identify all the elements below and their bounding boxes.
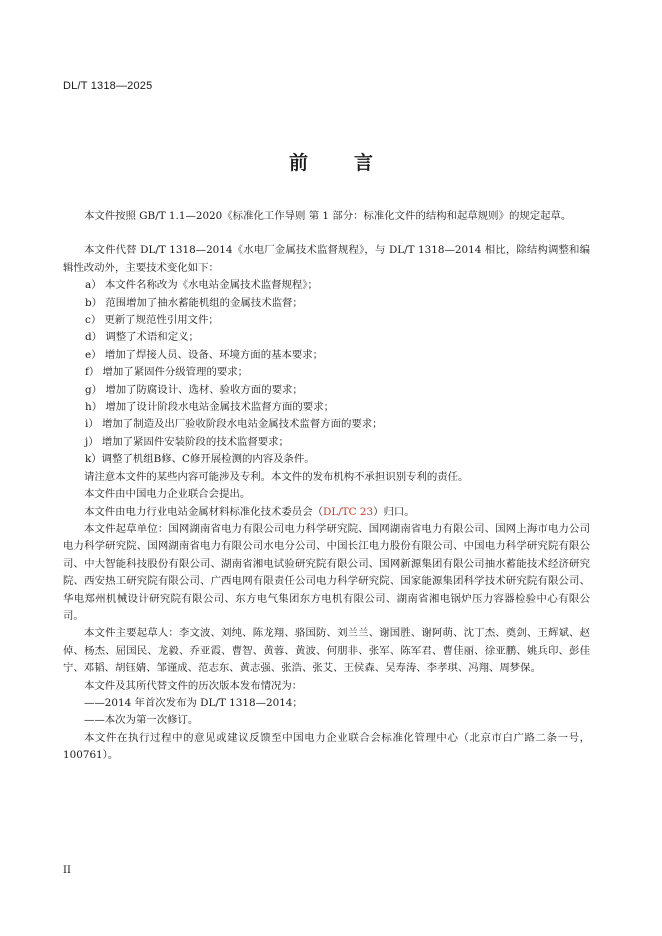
title-char-1: 前	[288, 152, 308, 174]
tc-suffix: ）归口。	[373, 505, 415, 518]
feedback-paragraph: 本文件在执行过程中的意见或建议反馈至中国电力企业联合会标准化管理中心（北京市白广路二条一号，100761）。	[63, 731, 590, 762]
replacement-paragraph: 本文件代替 DL/T 1318—2014《水电厂金属技术监督规程》，与 DL/T 1318—2014 相比，除结构调整和编辑性改动外，主要技术变化如下：	[63, 244, 590, 274]
change-item-f: f） 增加了紧固件分级管理的要求；	[85, 366, 249, 379]
page-title	[0, 148, 662, 175]
version-history-item: ——2014 年首次发布为 DL/T 1318—2014；	[84, 696, 303, 709]
change-item-c: c） 更新了规范性引用文件；	[85, 314, 219, 327]
proposer-paragraph: 本文件由中国电力企业联合会提出。	[84, 488, 251, 501]
change-item-d: d） 调整了术语和定义；	[85, 331, 199, 344]
drafting-units-paragraph: 本文件起草单位：国网湖南省电力有限公司电力科学研究院、国网湖南省电力有限公司、国网上海市电力公司电力科学研究院、国网湖南省电力有限公司水电分公司、中国长江电力股份有限公司、中国电力科学研究院有限公司、中大智能科技股份有限公司、湖南省湘电试验研究院有限公司、国网新源集团有限公司抽水蓄能技术经济研究院、西安热工研究院有限公司、广西电网有限责任公司电力科学研究院、国家能源集团科学技术研究院有限公司、华电郑州机械设计研究院有限公司、东方电气集团东方电机有限公司、湖南省湘电锅炉压力容器检验中心有限公司。	[63, 522, 590, 622]
change-item-j: j） 增加了紧固件安装阶段的技术监督要求；	[85, 435, 289, 448]
tc-prefix: 本文件由电力行业电站金属材料标准化技术委员会（	[84, 505, 323, 518]
change-item-h: h） 增加了设计阶段水电站金属技术监督方面的要求；	[85, 401, 334, 414]
foreword-body	[63, 208, 590, 765]
change-item-g: g） 增加了防腐设计、选材、验收方面的要求；	[85, 383, 303, 396]
drafting-rule-paragraph: 本文件按照 GB/T 1.1—2020《标准化工作导则 第 1 部分：标准化文件的结构和起草规则》的规定起草。	[84, 210, 572, 222]
drafters-paragraph: 本文件主要起草人：李文波、刘纯、陈龙翔、骆国防、刘兰兰、谢国胜、谢阿萌、沈丁杰、奠剑、王辉斌、赵倬、杨杰、屈国民、龙毅、乔亚霞、曹智、黄蓉、黄波、何朋非、张军、陈军君、曹佳丽、徐亚鹏、姚兵印、彭佳宁、邓韬、胡钰婧、邹谨成、范志东、黄志强、张浩、张艾、王侯森、吴寿涛、李孝琪、冯翔、周梦保。	[63, 627, 590, 675]
change-item-e: e） 增加了焊接人员、设备、环境方面的基本要求；	[85, 348, 324, 361]
patent-notice: 请注意本文件的某些内容可能涉及专利。本文件的发布机构不承担识别专利的责任。	[84, 470, 469, 483]
change-item-b: b） 范围增加了抽水蓄能机组的金属技术监督；	[85, 296, 303, 309]
change-item-k: k）调整了机组B修、C修开展检测的内容及条件。	[85, 453, 315, 466]
technical-committee-paragraph	[63, 504, 590, 521]
document-number: DL/T 1318—2025	[63, 80, 153, 92]
tc-code-link[interactable]: DL/TC 23	[322, 505, 374, 518]
change-item-a: a） 本文件名称改为《水电站金属技术监督规程》；	[85, 279, 318, 292]
version-history-item: ——本次为第一次修订。	[84, 714, 199, 727]
version-history-intro: 本文件及其所代替文件的历次版本发布情况为：	[84, 679, 303, 692]
title-char-2: 言	[354, 152, 374, 174]
change-item-i: i） 增加了制造及出厂验收阶段水电站金属技术监督方面的要求；	[85, 418, 383, 431]
page-number: II	[63, 865, 71, 876]
